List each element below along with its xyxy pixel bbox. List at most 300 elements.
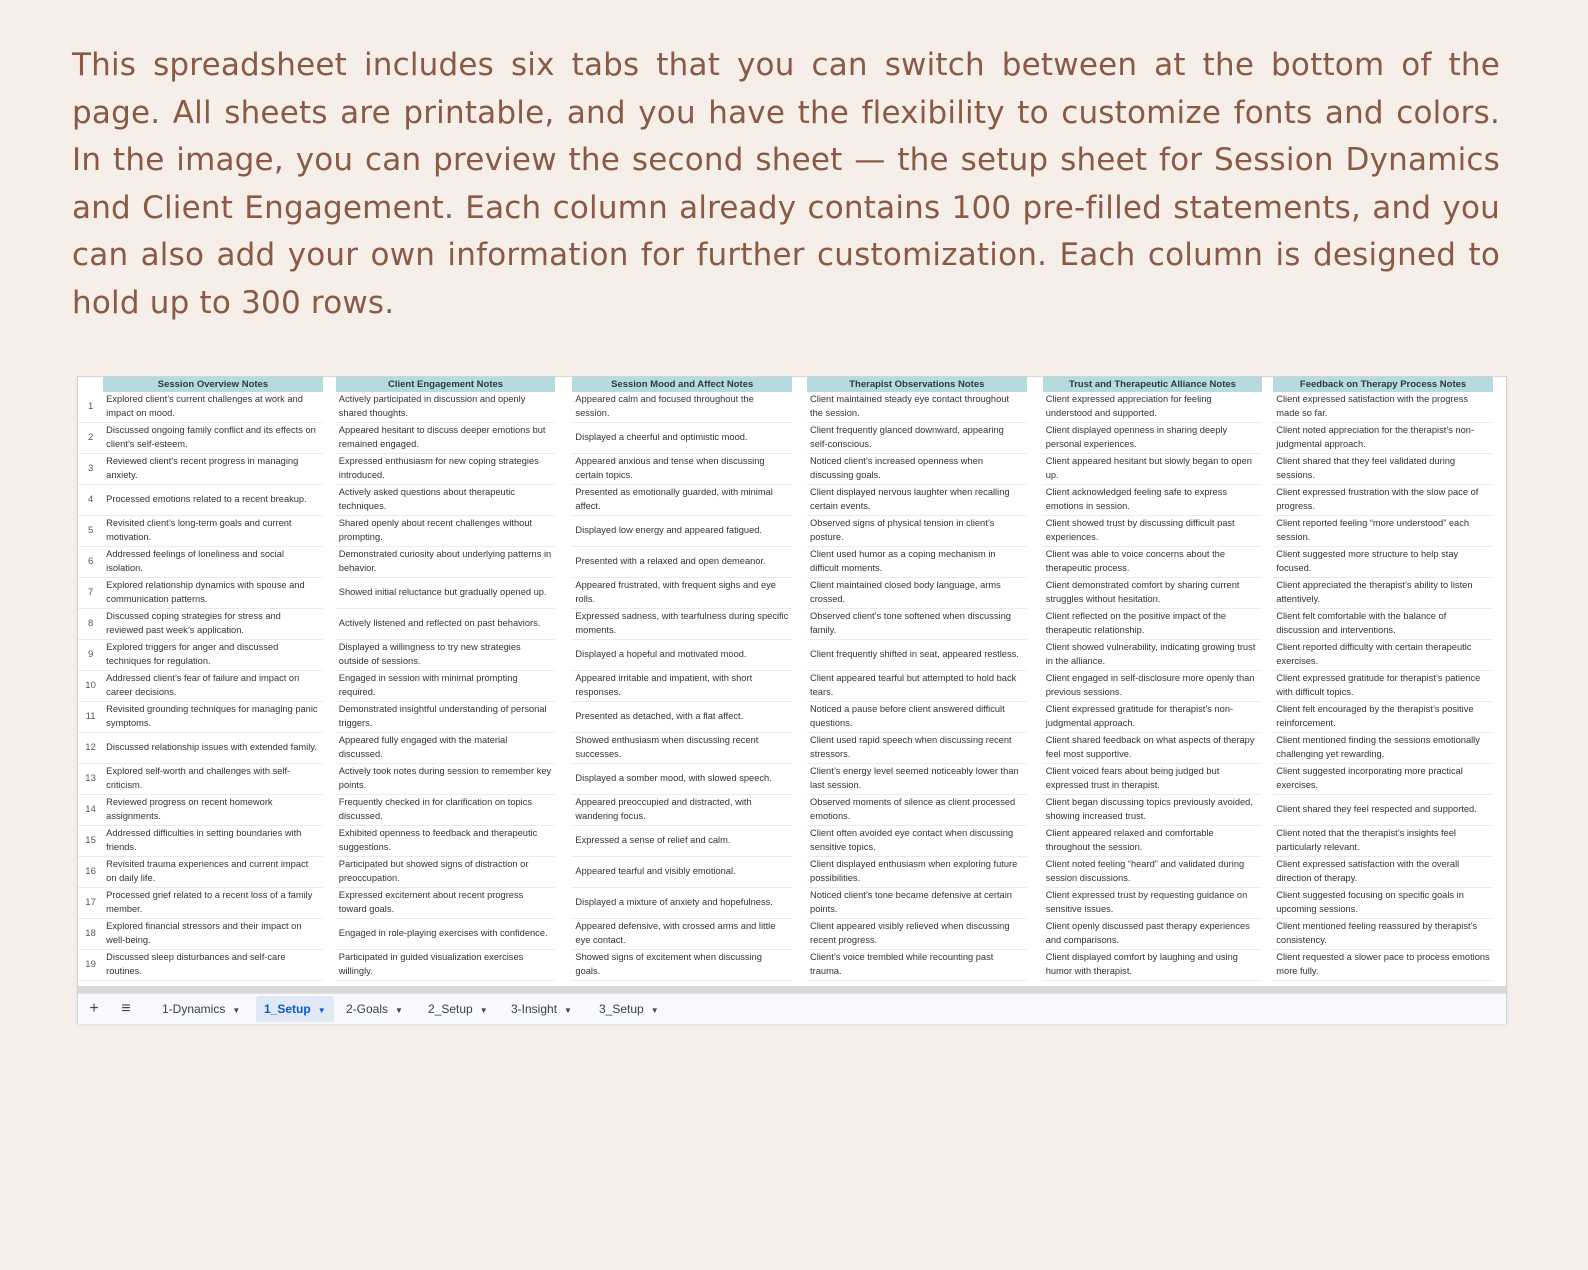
spacer-cell — [1262, 609, 1273, 640]
table-row — [78, 547, 1506, 578]
spacer-cell — [1262, 888, 1273, 919]
spacer-cell — [1493, 702, 1506, 733]
spacer-cell — [1027, 609, 1043, 640]
spacer-cell — [1027, 950, 1043, 981]
spacer-cell — [323, 671, 336, 702]
note-cell[interactable]: Client felt encouraged by the therapist’s positive reinforcement. — [1273, 702, 1493, 733]
spacer-cell — [555, 764, 572, 795]
row-number[interactable]: 9 — [78, 640, 103, 671]
intro-paragraph: This spreadsheet includes six tabs that you can switch between at the bottom of the page. All sheets are printable, and you have the flexibility to customize fonts and colors. In the image, you can preview the second sheet — the setup sheet for Session Dynamics and Client Engagement. Each column already contains 100 pre-filled statements, and you can also add your own information for further customization. Each column is designed to hold up to 300 rows. — [72, 47, 1500, 321]
note-cell[interactable]: Client suggested incorporating more practical exercises. — [1273, 764, 1493, 795]
tab-label: 3-Insight — [511, 1002, 558, 1016]
spacer-cell — [323, 888, 336, 919]
spacer-cell — [1027, 454, 1043, 485]
note-cell[interactable]: Client’s energy level seemed noticeably lower than last session. — [807, 764, 1027, 795]
note-cell[interactable]: Actively took notes during session to remember key points. — [336, 764, 556, 795]
table-row — [78, 857, 1506, 888]
note-cell[interactable]: Client expressed frustration with the slow pace of progress. — [1273, 485, 1493, 516]
note-cell[interactable]: Displayed a mixture of anxiety and hopefulness. — [572, 888, 792, 919]
note-cell[interactable]: Revisited client’s long-term goals and current motivation. — [103, 516, 323, 547]
spacer-cell — [1262, 857, 1273, 888]
tab-2-setup[interactable] — [420, 996, 496, 1022]
spacer-cell — [555, 795, 572, 826]
notes-table — [78, 377, 1506, 981]
tab-2-goals[interactable] — [338, 996, 411, 1022]
spacer-cell — [1493, 795, 1506, 826]
spacer-cell — [555, 826, 572, 857]
note-cell[interactable]: Client displayed nervous laughter when recalling certain events. — [807, 485, 1027, 516]
note-cell[interactable]: Client expressed gratitude for therapist’s patience with difficult topics. — [1273, 671, 1493, 702]
table-row — [78, 423, 1506, 454]
note-cell[interactable]: Appeared anxious and tense when discussing certain topics. — [572, 454, 792, 485]
table-row — [78, 671, 1506, 702]
note-cell[interactable]: Participated in guided visualization exercises willingly. — [336, 950, 556, 981]
table-row — [78, 950, 1506, 981]
spacer-cell — [1262, 950, 1273, 981]
spacer-cell — [555, 423, 572, 454]
spacer-cell — [1262, 547, 1273, 578]
note-cell[interactable]: Client showed vulnerability, indicating growing trust in the alliance. — [1043, 640, 1263, 671]
tab-label: 2-Goals — [346, 1002, 389, 1016]
spacer-cell — [323, 795, 336, 826]
note-cell[interactable]: Client used rapid speech when discussing recent stressors. — [807, 733, 1027, 764]
row-number[interactable]: 10 — [78, 671, 103, 702]
note-cell[interactable]: Client voiced fears about being judged but expressed trust in therapist. — [1043, 764, 1263, 795]
spacer-cell — [1493, 578, 1506, 609]
note-cell[interactable]: Appeared irritable and impatient, with short responses. — [572, 671, 792, 702]
note-cell[interactable]: Showed initial reluctance but gradually opened up. — [336, 578, 556, 609]
tab-label: 3_Setup — [599, 1002, 644, 1016]
note-cell[interactable]: Client appeared visibly relieved when discussing recent progress. — [807, 919, 1027, 950]
note-cell[interactable]: Client appeared relaxed and comfortable throughout the session. — [1043, 826, 1263, 857]
note-cell[interactable]: Appeared calm and focused throughout the session. — [572, 392, 792, 423]
spacer-cell — [1493, 888, 1506, 919]
note-cell[interactable]: Displayed a cheerful and optimistic mood. — [572, 423, 792, 454]
note-cell[interactable]: Actively listened and reflected on past behaviors. — [336, 609, 556, 640]
spacer-cell — [555, 516, 572, 547]
spacer-cell — [1027, 795, 1043, 826]
note-cell[interactable]: Client often avoided eye contact when discussing sensitive topics. — [807, 826, 1027, 857]
spacer-cell — [1493, 950, 1506, 981]
spacer-cell — [1027, 857, 1043, 888]
column-header[interactable]: Therapist Observations Notes — [807, 377, 1027, 392]
column-header[interactable]: Feedback on Therapy Process Notes — [1273, 377, 1493, 392]
tab-1-setup[interactable] — [256, 996, 334, 1022]
note-cell[interactable]: Appeared preoccupied and distracted, with wandering focus. — [572, 795, 792, 826]
spacer-cell — [792, 950, 807, 981]
column-header[interactable]: Session Overview Notes — [103, 377, 323, 392]
note-cell[interactable]: Client was able to voice concerns about the therapeutic process. — [1043, 547, 1263, 578]
table-row — [78, 640, 1506, 671]
spreadsheet-preview — [77, 376, 1507, 1024]
note-cell[interactable]: Client reported difficulty with certain therapeutic exercises. — [1273, 640, 1493, 671]
spacer-cell — [1262, 733, 1273, 764]
spacer-cell — [323, 547, 336, 578]
note-cell[interactable]: Appeared tearful and visibly emotional. — [572, 857, 792, 888]
spacer-cell — [1027, 919, 1043, 950]
note-cell[interactable]: Client suggested focusing on specific goals in upcoming sessions. — [1273, 888, 1493, 919]
row-number[interactable]: 14 — [78, 795, 103, 826]
spacer-cell — [1493, 609, 1506, 640]
note-cell[interactable]: Client reflected on the positive impact of the therapeutic relationship. — [1043, 609, 1263, 640]
spacer-cell — [323, 919, 336, 950]
note-cell[interactable]: Explored client’s current challenges at work and impact on mood. — [103, 392, 323, 423]
note-cell[interactable]: Explored relationship dynamics with spouse and communication patterns. — [103, 578, 323, 609]
note-cell[interactable]: Processed emotions related to a recent breakup. — [103, 485, 323, 516]
note-cell[interactable]: Observed signs of physical tension in client’s posture. — [807, 516, 1027, 547]
note-cell[interactable]: Displayed low energy and appeared fatigued. — [572, 516, 792, 547]
note-cell[interactable]: Client noted appreciation for the therapist’s non-judgmental approach. — [1273, 423, 1493, 454]
spacer-cell — [1493, 826, 1506, 857]
row-number[interactable]: 13 — [78, 764, 103, 795]
spacer-cell — [792, 423, 807, 454]
row-number[interactable]: 8 — [78, 609, 103, 640]
note-cell[interactable]: Client’s voice trembled while recounting past trauma. — [807, 950, 1027, 981]
table-row — [78, 733, 1506, 764]
note-cell[interactable]: Observed client’s tone softened when discussing family. — [807, 609, 1027, 640]
note-cell[interactable]: Client began discussing topics previously avoided, showing increased trust. — [1043, 795, 1263, 826]
spacer-cell — [1027, 640, 1043, 671]
note-cell[interactable]: Client acknowledged feeling safe to express emotions in session. — [1043, 485, 1263, 516]
spacer-cell — [1262, 516, 1273, 547]
table-body — [78, 392, 1506, 981]
note-cell[interactable]: Client expressed satisfaction with the overall direction of therapy. — [1273, 857, 1493, 888]
note-cell[interactable]: Exhibited openness to feedback and therapeutic suggestions. — [336, 826, 556, 857]
table-row — [78, 702, 1506, 733]
spacer-cell — [792, 888, 807, 919]
note-cell[interactable]: Client shared they feel respected and supported. — [1273, 795, 1493, 826]
table-row — [78, 485, 1506, 516]
note-cell[interactable]: Discussed relationship issues with extended family. — [103, 733, 323, 764]
note-cell[interactable]: Displayed a willingness to try new strategies outside of sessions. — [336, 640, 556, 671]
spacer-cell — [1493, 764, 1506, 795]
note-cell[interactable]: Client noted feeling “heard” and validated during session discussions. — [1043, 857, 1263, 888]
spacer-cell — [1262, 764, 1273, 795]
caret-down-icon[interactable]: ▼ — [479, 1006, 488, 1015]
spacer-cell — [555, 950, 572, 981]
note-cell[interactable]: Client expressed satisfaction with the progress made so far. — [1273, 392, 1493, 423]
spacer-column — [1027, 377, 1043, 392]
spacer-cell — [1262, 795, 1273, 826]
row-number[interactable]: 7 — [78, 578, 103, 609]
spacer-cell — [1262, 640, 1273, 671]
spacer-cell — [323, 950, 336, 981]
note-cell[interactable]: Engaged in role-playing exercises with confidence. — [336, 919, 556, 950]
note-cell[interactable]: Client expressed trust by requesting guidance on sensitive issues. — [1043, 888, 1263, 919]
spacer-cell — [555, 702, 572, 733]
note-cell[interactable]: Client showed trust by discussing difficult past experiences. — [1043, 516, 1263, 547]
spacer-cell — [323, 857, 336, 888]
spacer-cell — [555, 578, 572, 609]
spacer-cell — [1493, 485, 1506, 516]
note-cell[interactable]: Client expressed appreciation for feeling understood and supported. — [1043, 392, 1263, 423]
note-cell[interactable]: Shared openly about recent challenges without prompting. — [336, 516, 556, 547]
note-cell[interactable]: Participated but showed signs of distraction or preoccupation. — [336, 857, 556, 888]
row-number[interactable]: 5 — [78, 516, 103, 547]
spacer-cell — [1027, 702, 1043, 733]
note-cell[interactable]: Revisited trauma experiences and current impact on daily life. — [103, 857, 323, 888]
spacer-cell — [1027, 423, 1043, 454]
column-header[interactable]: Trust and Therapeutic Alliance Notes — [1043, 377, 1263, 392]
note-cell[interactable]: Appeared fully engaged with the material discussed. — [336, 733, 556, 764]
spacer-cell — [323, 578, 336, 609]
spacer-column — [555, 377, 572, 392]
note-cell[interactable]: Revisited grounding techniques for managing panic symptoms. — [103, 702, 323, 733]
spacer-cell — [555, 733, 572, 764]
spacer-cell — [1027, 888, 1043, 919]
note-cell[interactable]: Displayed a somber mood, with slowed speech. — [572, 764, 792, 795]
spacer-cell — [323, 640, 336, 671]
spacer-cell — [792, 671, 807, 702]
spacer-cell — [1027, 547, 1043, 578]
note-cell[interactable]: Addressed client’s fear of failure and impact on career decisions. — [103, 671, 323, 702]
spacer-cell — [792, 454, 807, 485]
note-cell[interactable]: Noticed client’s tone became defensive at certain points. — [807, 888, 1027, 919]
spacer-cell — [1493, 454, 1506, 485]
row-number[interactable]: 16 — [78, 857, 103, 888]
note-cell[interactable]: Client maintained steady eye contact throughout the session. — [807, 392, 1027, 423]
note-cell[interactable]: Addressed difficulties in setting boundaries with friends. — [103, 826, 323, 857]
spacer-cell — [1262, 578, 1273, 609]
note-cell[interactable]: Client requested a slower pace to process emotions more fully. — [1273, 950, 1493, 981]
spacer-cell — [792, 485, 807, 516]
tab-1-dynamics[interactable] — [154, 996, 248, 1022]
spacer-cell — [323, 764, 336, 795]
spacer-cell — [792, 702, 807, 733]
spacer-cell — [1262, 702, 1273, 733]
spacer-cell — [1027, 392, 1043, 423]
spacer-cell — [323, 733, 336, 764]
spacer-cell — [555, 485, 572, 516]
note-cell[interactable]: Client engaged in self-disclosure more openly than previous sessions. — [1043, 671, 1263, 702]
note-cell[interactable]: Client reported feeling “more understood” each session. — [1273, 516, 1493, 547]
note-cell[interactable]: Client expressed gratitude for therapist’s non-judgmental approach. — [1043, 702, 1263, 733]
spacer-cell — [323, 423, 336, 454]
tab-label: 2_Setup — [428, 1002, 473, 1016]
row-number[interactable]: 2 — [78, 423, 103, 454]
spacer-cell — [1027, 485, 1043, 516]
row-number[interactable]: 12 — [78, 733, 103, 764]
spacer-cell — [1027, 764, 1043, 795]
note-cell[interactable]: Expressed a sense of relief and calm. — [572, 826, 792, 857]
spacer-cell — [1493, 919, 1506, 950]
header-row — [78, 377, 1506, 392]
note-cell[interactable]: Explored self-worth and challenges with self-criticism. — [103, 764, 323, 795]
spacer-cell — [323, 516, 336, 547]
note-cell[interactable]: Presented as emotionally guarded, with minimal affect. — [572, 485, 792, 516]
note-cell[interactable]: Noticed client’s increased openness when discussing goals. — [807, 454, 1027, 485]
note-cell[interactable]: Client frequently glanced downward, appearing self-conscious. — [807, 423, 1027, 454]
table-row — [78, 764, 1506, 795]
note-cell[interactable]: Engaged in session with minimal prompting required. — [336, 671, 556, 702]
note-cell[interactable]: Client appeared hesitant but slowly began to open up. — [1043, 454, 1263, 485]
table-row — [78, 578, 1506, 609]
row-number[interactable]: 11 — [78, 702, 103, 733]
note-cell[interactable]: Client appreciated the therapist’s ability to listen attentively. — [1273, 578, 1493, 609]
note-cell[interactable]: Client displayed openness in sharing deeply personal experiences. — [1043, 423, 1263, 454]
row-number[interactable]: 1 — [78, 392, 103, 423]
spacer-cell — [1027, 733, 1043, 764]
list-icon[interactable]: ≡ — [121, 1000, 131, 1017]
spacer-cell — [792, 857, 807, 888]
horizontal-scrollbar[interactable] — [78, 986, 1506, 993]
spacer-cell — [792, 733, 807, 764]
note-cell[interactable]: Demonstrated insightful understanding of personal triggers. — [336, 702, 556, 733]
spacer-cell — [792, 547, 807, 578]
note-cell[interactable]: Client noted that the therapist’s insights feel particularly relevant. — [1273, 826, 1493, 857]
tab-label: 1_Setup — [264, 1002, 311, 1016]
spacer-cell — [1027, 671, 1043, 702]
spacer-cell — [792, 578, 807, 609]
spacer-cell — [323, 702, 336, 733]
table-row — [78, 454, 1506, 485]
spacer-cell — [1027, 578, 1043, 609]
note-cell[interactable]: Displayed a hopeful and motivated mood. — [572, 640, 792, 671]
spacer-cell — [792, 392, 807, 423]
spacer-cell — [1493, 547, 1506, 578]
note-cell[interactable]: Discussed sleep disturbances and self-care routines. — [103, 950, 323, 981]
spacer-cell — [555, 888, 572, 919]
note-cell[interactable]: Expressed sadness, with tearfulness during specific moments. — [572, 609, 792, 640]
spacer-cell — [555, 609, 572, 640]
spacer-cell — [792, 764, 807, 795]
spacer-cell — [555, 919, 572, 950]
table-row — [78, 888, 1506, 919]
spacer-cell — [792, 640, 807, 671]
note-cell[interactable]: Presented as detached, with a flat affect. — [572, 702, 792, 733]
note-cell[interactable]: Client shared that they feel validated during sessions. — [1273, 454, 1493, 485]
spacer-cell — [323, 609, 336, 640]
spacer-cell — [1027, 826, 1043, 857]
note-cell[interactable]: Client mentioned feeling reassured by therapist’s consistency. — [1273, 919, 1493, 950]
spacer-cell — [1493, 392, 1506, 423]
note-cell[interactable]: Actively participated in discussion and openly shared thoughts. — [336, 392, 556, 423]
spacer-cell — [792, 795, 807, 826]
note-cell[interactable]: Explored financial stressors and their impact on well-being. — [103, 919, 323, 950]
plus-icon[interactable]: + — [89, 1000, 99, 1017]
spacer-cell — [1493, 423, 1506, 454]
spacer-cell — [1262, 485, 1273, 516]
row-number[interactable]: 15 — [78, 826, 103, 857]
note-cell[interactable]: Appeared frustrated, with frequent sighs and eye rolls. — [572, 578, 792, 609]
spacer-cell — [555, 547, 572, 578]
note-cell[interactable]: Discussed coping strategies for stress and reviewed past week’s application. — [103, 609, 323, 640]
note-cell[interactable]: Client displayed enthusiasm when exploring future possibilities. — [807, 857, 1027, 888]
spacer-cell — [792, 516, 807, 547]
spacer-cell — [792, 609, 807, 640]
note-cell[interactable]: Client maintained closed body language, arms crossed. — [807, 578, 1027, 609]
spacer-column — [1493, 377, 1506, 392]
spacer-cell — [1493, 516, 1506, 547]
row-number[interactable]: 6 — [78, 547, 103, 578]
spacer-cell — [323, 454, 336, 485]
sheet-grid — [78, 377, 1506, 986]
note-cell[interactable]: Observed moments of silence as client processed emotions. — [807, 795, 1027, 826]
corner-cell — [78, 377, 103, 392]
note-cell[interactable]: Appeared defensive, with crossed arms and little eye contact. — [572, 919, 792, 950]
spacer-cell — [1262, 392, 1273, 423]
column-header[interactable]: Client Engagement Notes — [336, 377, 556, 392]
spacer-cell — [323, 485, 336, 516]
spacer-cell — [323, 392, 336, 423]
note-cell[interactable]: Processed grief related to a recent loss of a family member. — [103, 888, 323, 919]
spacer-cell — [1262, 423, 1273, 454]
note-cell[interactable]: Expressed enthusiasm for new coping strategies introduced. — [336, 454, 556, 485]
note-cell[interactable]: Explored triggers for anger and discussed techniques for regulation. — [103, 640, 323, 671]
caret-down-icon[interactable]: ▼ — [317, 1006, 326, 1015]
tab-3-setup[interactable] — [591, 996, 667, 1022]
note-cell[interactable]: Appeared hesitant to discuss deeper emotions but remained engaged. — [336, 423, 556, 454]
note-cell[interactable]: Showed signs of excitement when discussing goals. — [572, 950, 792, 981]
row-number[interactable]: 4 — [78, 485, 103, 516]
note-cell[interactable]: Client shared feedback on what aspects of therapy feel most supportive. — [1043, 733, 1263, 764]
table-row — [78, 826, 1506, 857]
note-cell[interactable]: Client suggested more structure to help stay focused. — [1273, 547, 1493, 578]
table-row — [78, 795, 1506, 826]
note-cell[interactable]: Client appeared tearful but attempted to hold back tears. — [807, 671, 1027, 702]
spacer-cell — [555, 857, 572, 888]
note-cell[interactable]: Client mentioned finding the sessions emotionally challenging yet rewarding. — [1273, 733, 1493, 764]
note-cell[interactable]: Noticed a pause before client answered difficult questions. — [807, 702, 1027, 733]
spacer-cell — [1027, 516, 1043, 547]
tab-3-insight[interactable] — [503, 996, 580, 1022]
caret-down-icon[interactable]: ▼ — [650, 1006, 659, 1015]
note-cell[interactable]: Client demonstrated comfort by sharing current struggles without hesitation. — [1043, 578, 1263, 609]
spacer-cell — [1262, 919, 1273, 950]
spacer-cell — [1262, 826, 1273, 857]
table-row — [78, 516, 1506, 547]
note-cell[interactable]: Client frequently shifted in seat, appeared restless. — [807, 640, 1027, 671]
table-row — [78, 919, 1506, 950]
spacer-cell — [1493, 640, 1506, 671]
sheet-tab-bar — [78, 993, 1506, 1024]
spacer-cell — [1493, 733, 1506, 764]
spacer-cell — [1262, 454, 1273, 485]
note-cell[interactable]: Demonstrated curiosity about underlying patterns in behavior. — [336, 547, 556, 578]
table-row — [78, 392, 1506, 423]
spacer-cell — [555, 640, 572, 671]
note-cell[interactable]: Discussed ongoing family conflict and its effects on client’s self-esteem. — [103, 423, 323, 454]
spacer-cell — [323, 826, 336, 857]
spacer-column — [792, 377, 807, 392]
note-cell[interactable]: Actively asked questions about therapeutic techniques. — [336, 485, 556, 516]
caret-down-icon[interactable]: ▼ — [395, 1006, 403, 1015]
note-cell[interactable]: Client felt comfortable with the balance of discussion and interventions. — [1273, 609, 1493, 640]
column-header[interactable]: Session Mood and Affect Notes — [572, 377, 792, 392]
note-cell[interactable]: Reviewed client’s recent progress in managing anxiety. — [103, 454, 323, 485]
row-number[interactable]: 3 — [78, 454, 103, 485]
note-cell[interactable]: Client used humor as a coping mechanism in difficult moments. — [807, 547, 1027, 578]
row-number[interactable]: 17 — [78, 888, 103, 919]
note-cell[interactable]: Client displayed comfort by laughing and using humor with therapist. — [1043, 950, 1263, 981]
note-cell[interactable]: Expressed excitement about recent progress toward goals. — [336, 888, 556, 919]
note-cell[interactable]: Reviewed progress on recent homework assignments. — [103, 795, 323, 826]
row-number[interactable]: 19 — [78, 950, 103, 981]
note-cell[interactable]: Presented with a relaxed and open demeanor. — [572, 547, 792, 578]
spacer-cell — [1493, 857, 1506, 888]
caret-down-icon[interactable]: ▼ — [232, 1006, 241, 1015]
caret-down-icon[interactable]: ▼ — [564, 1006, 572, 1015]
row-number[interactable]: 18 — [78, 919, 103, 950]
note-cell[interactable]: Showed enthusiasm when discussing recent successes. — [572, 733, 792, 764]
spacer-cell — [555, 454, 572, 485]
spacer-column — [323, 377, 336, 392]
note-cell[interactable]: Addressed feelings of loneliness and social isolation. — [103, 547, 323, 578]
note-cell[interactable]: Frequently checked in for clarification on topics discussed. — [336, 795, 556, 826]
spacer-cell — [555, 671, 572, 702]
table-row — [78, 609, 1506, 640]
note-cell[interactable]: Client openly discussed past therapy experiences and comparisons. — [1043, 919, 1263, 950]
